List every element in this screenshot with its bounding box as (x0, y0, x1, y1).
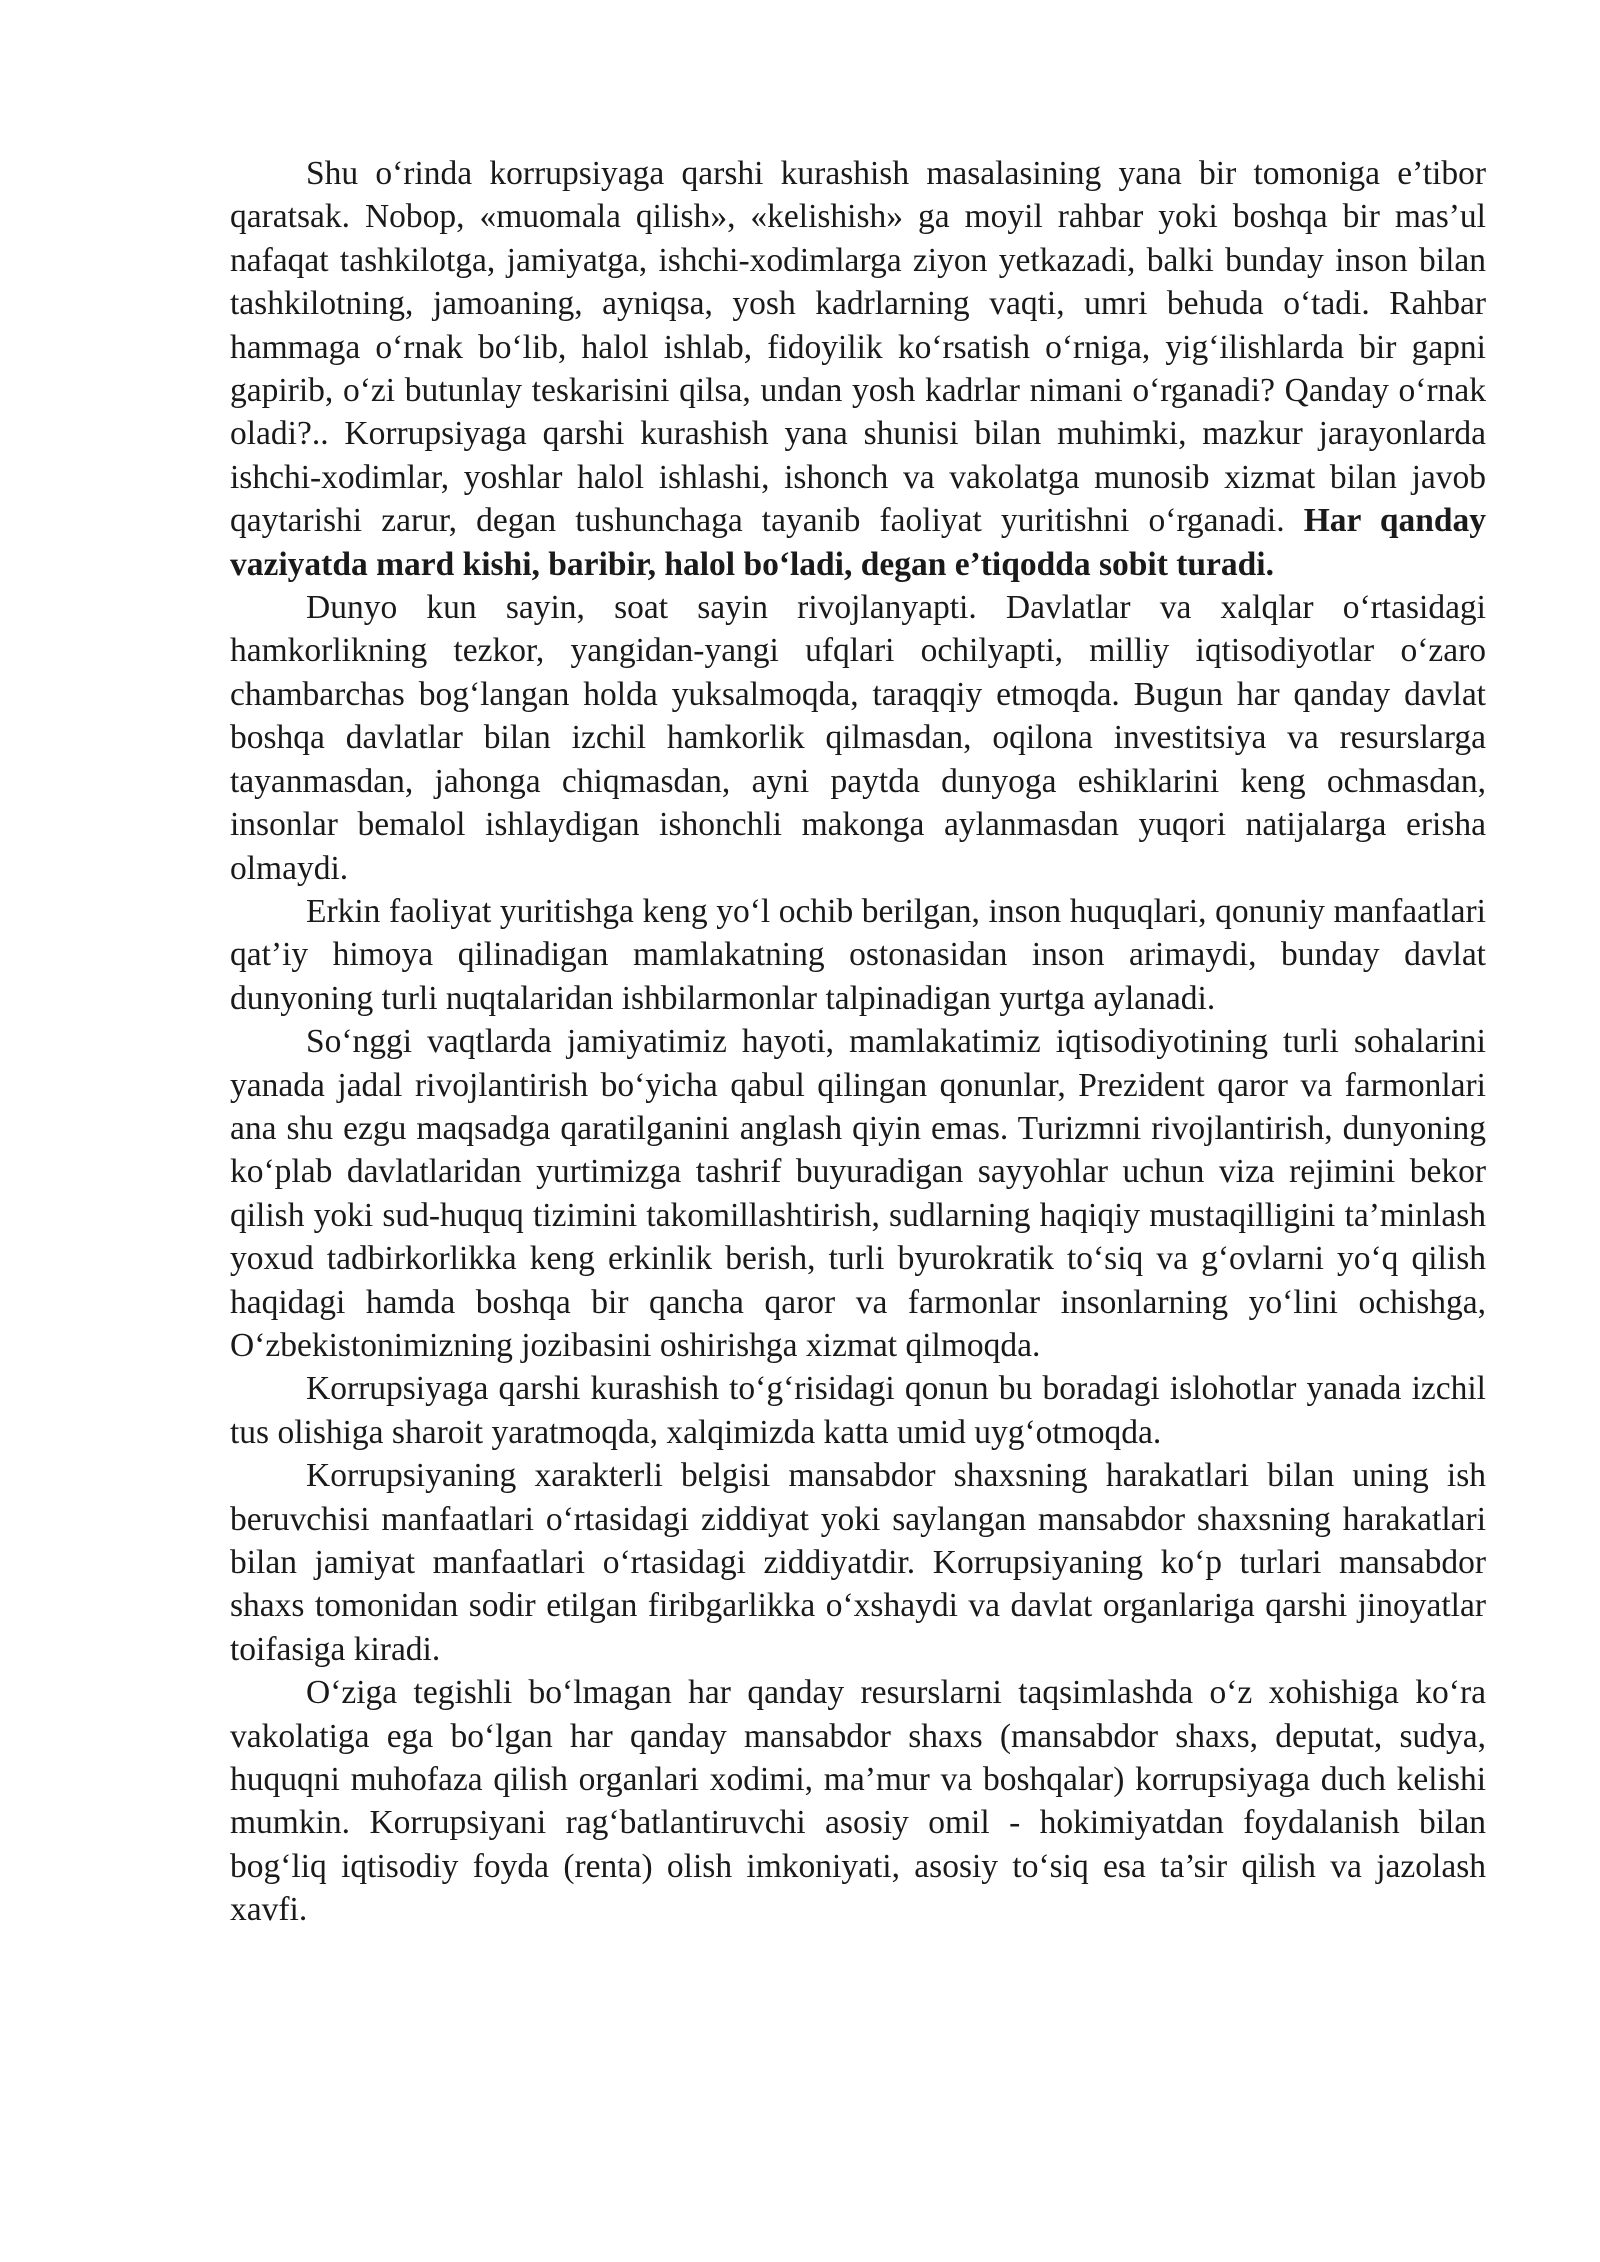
paragraph-2: Dunyo kun sayin, soat sayin rivojlanyapti. Davlatlar va xalqlar o‘rtasidagi hamkorlikning tezkor, yangidan-yangi ufqlari ochilyapti, milliy iqtisodiyotlar o‘zaro chambarchas bog‘langan holda yuksalmoqda, taraqqiy etmoqda. Bugun har qanday davlat boshqa davlatlar bilan izchil hamkorlik qilmasdan, oqilona investitsiya va resurslarga tayanmasdan, jahonga chiqmasdan, ayni paytda dunyoga eshiklarini keng ochmasdan, insonlar bemalol ishlaydigan ishonchli makonga aylanmasdan yuqori natijalarga erisha olmaydi. (230, 589, 1486, 887)
paragraph-1-text: Shu o‘rinda korrupsiyaga qarshi kurashish masalasining yana bir tomoniga e’tibor qaratsak. Nobop, «muomala qilish», «kelishish» ga moyil rahbar yoki boshqa bir mas’ul nafaqat tashkilotga, jamiyatga, ishchi-xodimlarga ziyon yetkazadi, balki bunday inson bilan tashkilotning, jamoaning, ayniqsa, yosh kadrlarning vaqti, umri behuda o‘tadi. Rahbar hammaga o‘rnak bo‘lib, halol ishlab, fidoyilik ko‘rsatish o‘rniga, yig‘ilishlarda bir gapni gapirib, o‘zi butunlay teskarisini qilsa, undan yosh kadrlar nimani o‘rganadi? Qanday o‘rnak oladi?.. Korrupsiyaga qarshi kurashish yana shunisi bilan muhimki, mazkur jarayonlarda ishchi-xodimlar, yoshlar halol ishlashi, ishonch va vakolatga munosib xizmat bilan javob qaytarishi zarur, degan tushunchaga tayanib faoliyat yuritishni o‘rganadi. (230, 155, 1486, 540)
paragraph-1-bold-text: Har qanday vaziyatda mard kishi, baribir, halol bo‘ladi, degan e’tiqodda sobit turadi. (230, 502, 1487, 583)
paragraph-7: O‘ziga tegishli bo‘lmagan har qanday resurslarni taqsimlashda o‘z xohishiga ko‘ra vakolatiga ega bo‘lgan har qanday mansabdor shaxs (mansabdor shaxs, deputat, sudya, huquqni muhofaza qilish organlari xodimi, ma’mur va boshqalar) korrupsiyaga duch kelishi mumkin. Korrupsiyani rag‘batlantiruvchi asosiy omil - hokimiyatdan foydalanish bilan bog‘liq iqtisodiy foyda (renta) olish imkoniyati, asosiy to‘siq esa ta’sir qilish va jazolash xavfi. (230, 1674, 1486, 1929)
paragraph-3: Erkin faoliyat yuritishga keng yo‘l ochib berilgan, inson huquqlari, qonuniy manfaatlari qat’iy himoya qilinadigan mamlakatning ostonasidan inson arimaydi, bunday davlat dunyoning turli nuqtalaridan ishbilarmonlar talpinadigan yurtga aylanadi. (230, 892, 1486, 1017)
paragraph-1 (230, 152, 1486, 586)
paragraph-4: So‘nggi vaqtlarda jamiyatimiz hayoti, mamlakatimiz iqtisodiyotining turli sohalarini yanada jadal rivojlantirish bo‘yicha qabul qilingan qonunlar, Prezident qaror va farmonlari ana shu ezgu maqsadga qaratilganini anglash qiyin emas. Turizmni rivojlantirish, dunyoning ko‘plab davlatlaridan yurtimizga tashrif buyuradigan sayyohlar uchun viza rejimini bekor qilish yoki sud-huquq tizimini takomillashtirish, sudlarning haqiqiy mustaqilligini ta’minlash yoxud tadbirkorlikka keng erkinlik berish, turli byurokratik to‘siq va g‘ovlarni yo‘q qilish haqidagi hamda boshqa bir qancha qaror va farmonlar insonlarning yo‘lini ochishga, O‘zbekistonimizning jozibasini oshirishga xizmat qilmoqda. (230, 1023, 1486, 1364)
paragraph-5: Korrupsiyaga qarshi kurashish to‘g‘risidagi qonun bu boradagi islohotlar yanada izchil tus olishiga sharoit yaratmoqda, xalqimizda katta umid uyg‘otmoqda. (230, 1370, 1486, 1451)
paragraph-6: Korrupsiyaning xarakterli belgisi mansabdor shaxsning harakatlari bilan uning ish beruvchisi manfaatlari o‘rtasidagi ziddiyat yoki saylangan mansabdor shaxsning harakatlari bilan jamiyat manfaatlari o‘rtasidagi ziddiyatdir. Korrupsiyaning ko‘p turlari mansabdor shaxs tomonidan sodir etilgan firibgarlikka o‘xshaydi va davlat organlariga qarshi jinoyatlar toifasiga kiradi. (230, 1457, 1486, 1668)
document-page (230, 152, 1486, 1932)
